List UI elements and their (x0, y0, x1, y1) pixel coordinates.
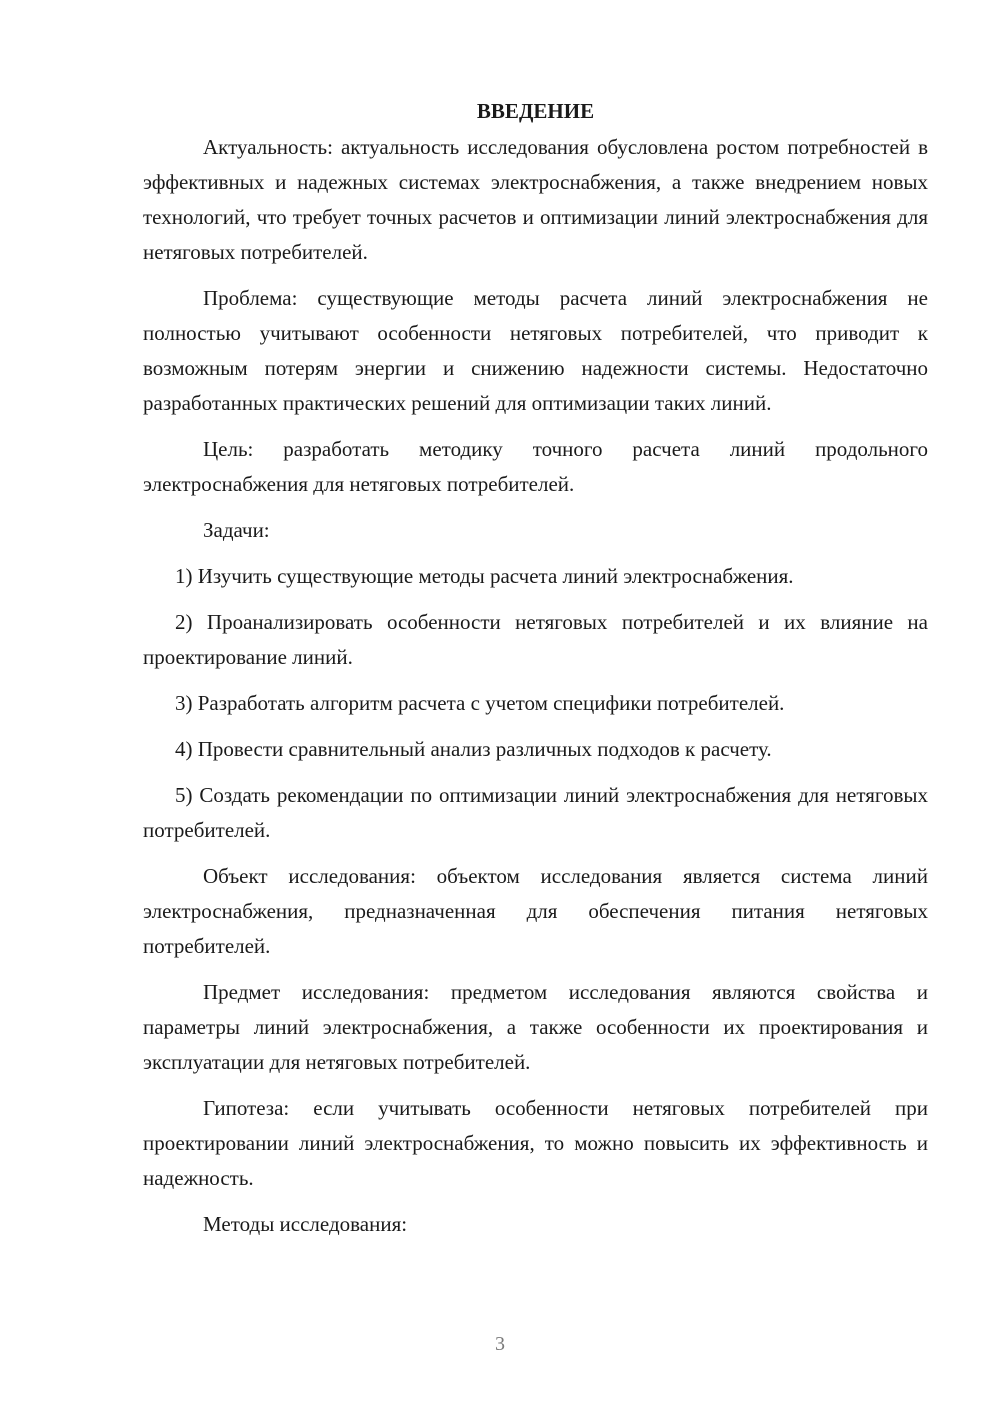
hypothesis-paragraph: Гипотеза: если учитывать особенности нетяговых потребителей при проектировании линий электроснабжения, то можно повысить их эффективность и надежность. (143, 1096, 928, 1190)
tasks-label: Задачи: (203, 518, 270, 542)
relevance-paragraph: Актуальность: актуальность исследования обусловлена ростом потребностей в эффективных и надежных системах электроснабжения, а также внедрением новых технологий, что требует точных расчетов и оптимизации линий электроснабжения для нетяговых потребителей. (143, 135, 928, 264)
task-item-4: 4) Провести сравнительный анализ различных подходов к расчету. (175, 737, 772, 761)
task-item-2: 2) Проанализировать особенности нетяговых потребителей и их влияние на проектирование линий. (143, 610, 928, 669)
page-number: 3 (495, 1333, 505, 1355)
section-heading: ВВЕДЕНИЕ (476, 99, 595, 123)
task-item-3: 3) Разработать алгоритм расчета с учетом специфики потребителей. (175, 691, 785, 715)
task-item-5: 5) Создать рекомендации по оптимизации линий электроснабжения для нетяговых потребителей. (143, 783, 928, 842)
methods-label: Методы исследования: (203, 1212, 408, 1236)
subject-paragraph: Предмет исследования: предметом исследования являются свойства и параметры линий электроснабжения, а также особенности их проектирования и эксплуатации для нетяговых потребителей. (143, 980, 928, 1074)
goal-paragraph: Цель: разработать методику точного расчета линий продольного электроснабжения для нетяговых потребителей. (143, 437, 928, 496)
object-paragraph: Объект исследования: объектом исследования является система линий электроснабжения, предназначенная для обеспечения питания нетяговых потребителей. (143, 864, 928, 958)
task-item-1: 1) Изучить существующие методы расчета линий электроснабжения. (175, 564, 794, 588)
document-page (143, 96, 928, 1253)
problem-paragraph: Проблема: существующие методы расчета линий электроснабжения не полностью учитывают особенности нетяговых потребителей, что приводит к возможным потерям энергии и снижению надежности системы. Недостаточно разработанных практических решений для оптимизации таких линий. (143, 286, 928, 415)
